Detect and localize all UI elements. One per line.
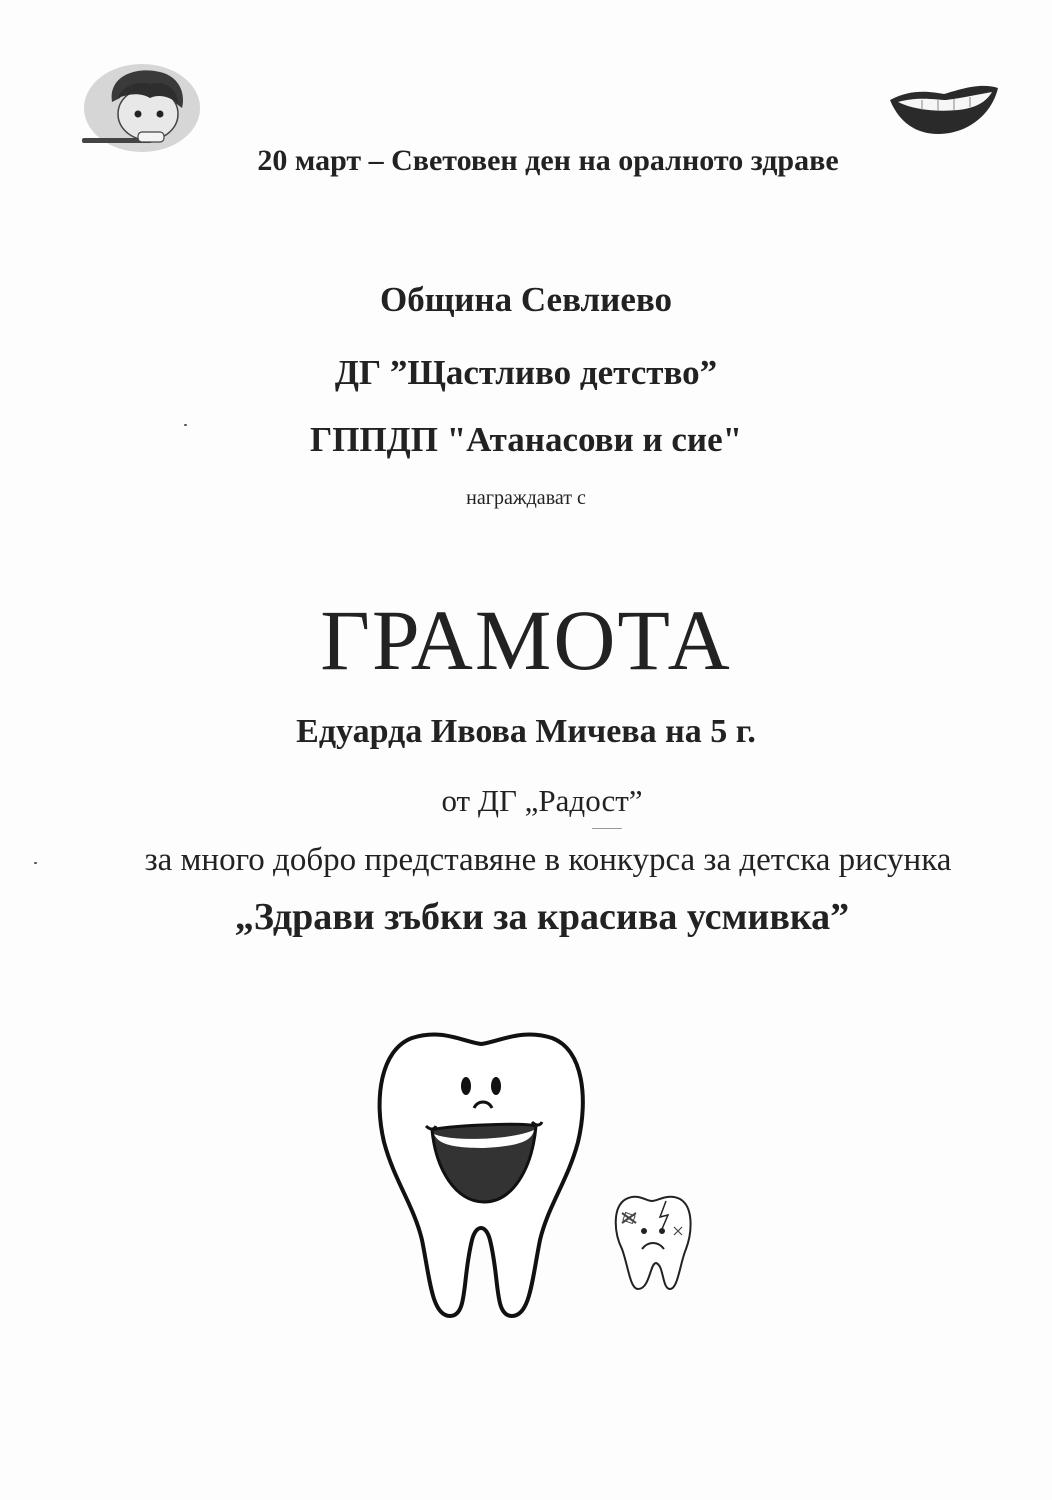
smiling-mouth-icon — [888, 80, 1000, 136]
organizer-municipality: Община Севлиево — [379, 280, 673, 319]
sad-tooth-icon — [610, 1193, 694, 1293]
scan-speck — [34, 862, 37, 864]
certificate-title: ГРАМОТА — [320, 592, 732, 688]
award-verb: награждават с — [466, 487, 586, 509]
recipient-kindergarten: от ДГ „Радост” — [441, 783, 643, 818]
recipient-name: Едуарда Ивова Мичева на 5 г. — [296, 713, 756, 750]
scan-speck — [592, 828, 622, 829]
award-reason: за много добро представяне в конкурса за детска рисунка — [144, 842, 952, 878]
organizer-company: ГППДП "Атанасови и сие" — [309, 420, 743, 459]
organizer-kindergarten: ДГ ”Щастливо детство” — [334, 353, 718, 392]
happy-tooth-icon — [372, 1030, 590, 1320]
scan-speck — [184, 424, 187, 426]
date-heading: 20 март – Световен ден на оралното здраве — [257, 144, 839, 177]
contest-name: „Здрави зъбки за красива усмивка” — [234, 896, 850, 938]
